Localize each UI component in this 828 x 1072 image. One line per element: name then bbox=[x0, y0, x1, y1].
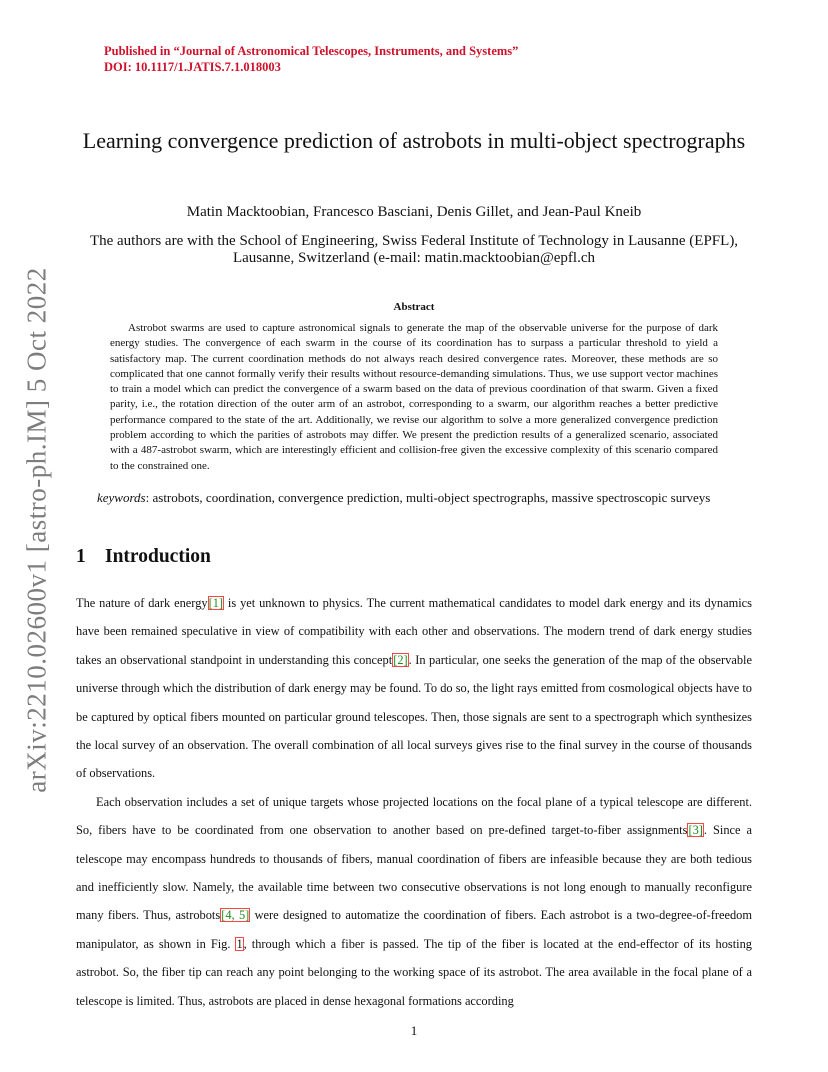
page-number: 1 bbox=[410, 1023, 418, 1038]
section-title: Introduction bbox=[105, 546, 211, 567]
text-span: . In particular, one seeks the generation of the map of the observable universe through which the distribution of dark energy may be found. To do so, the light rays emitted from cosmological objects have to be captured by optical fibers mounted on particular ground telescopes. Then, those signals are sent to a spectrograph which synthesizes the local survey of an observation. The overall combination of all local surveys gives rise to the final survey in the course of thousands of observations. bbox=[76, 652, 752, 781]
citation-link[interactable]: [1] bbox=[208, 596, 224, 610]
arxiv-stamp: arXiv:2210.02600v1 [astro-ph.IM] 5 Oct 2022 bbox=[21, 267, 52, 793]
keywords-line bbox=[97, 490, 757, 506]
text-span: were designed to automatize the coordination of fibers. Each astrobot is a two-degree-of-freedom manipulator, as shown in Fig. bbox=[76, 908, 752, 951]
paragraph bbox=[76, 589, 752, 788]
publication-notice bbox=[104, 43, 724, 75]
doi-line: DOI: 10.1117/1.JATIS.7.1.018003 bbox=[104, 60, 281, 74]
paper-title: Learning convergence prediction of astrobots in multi-object spectrographs bbox=[82, 128, 746, 153]
abstract-text: Astrobot swarms are used to capture astronomical signals to generate the map of the observable universe for the purpose of dark energy studies. The convergence of each swarm in the course of its coordination has to surpass a particular threshold to yield a satisfactory map. The current coordination methods do not always reach desired convergence rates. Moreover, these methods are so complicated that one cannot formally verify their results without resource-demanding simulations. Thus, we use support vector machines to train a model which can predict the convergence of a swarm based on the data of previous coordination of that swarm. Given a fixed parity, i.e., the rotation direction of the outer arm of an astrobot, corresponding to a swarm, our algorithm reaches a better predictive performance compared to the state of the art. Additionally, we revise our algorithm to solve a more generalized convergence prediction problem according to which the parities of astrobots may differ. We present the prediction results of a generalized scenario, associated with a 487-astrobot swarm, which are interestingly efficient and collision-free given the excessive complexity of this scenario compared to the constrained one. bbox=[110, 322, 718, 472]
text-span: Each observation includes a set of unique targets whose projected locations on the focal plane of a typical telescope are different. So, fibers have to be coordinated from one observation to another based on pre-defined target-to-fiber assignments bbox=[76, 794, 752, 838]
author-list: Matin Macktoobian, Francesco Basciani, Denis Gillet, and Jean-Paul Kneib bbox=[186, 204, 642, 220]
text-span: The nature of dark energy bbox=[76, 596, 208, 610]
text-span: , through which a fiber is passed. The tip of the fiber is located at the end-effector of its hosting astrobot. So, the fiber tip can reach any point belonging to the working space of its astrobot. The area available in the focal plane of a telescope is limited. Thus, astrobots are placed in dense hexagonal formations according bbox=[76, 936, 752, 1008]
section-heading bbox=[76, 546, 211, 568]
text-span: is yet unknown to physics. The current mathematical candidates to model dark energy and its dynamics have been remained speculative in view of compatibility with each other and observations. The modern trend of dark energy studies takes an observational standpoint in understanding this concept bbox=[76, 596, 752, 667]
keywords-label: keywords bbox=[97, 490, 146, 505]
citation-link[interactable]: [3] bbox=[688, 823, 703, 838]
text-span: . Since a telescope may encompass hundreds to thousands of fibers, manual coordination of fibers are infeasible because they are both tedious and inefficiently slow. Namely, the available time between two consecutive observations is not long enough to manually reconfigure many fibers. Thus, astrobots bbox=[76, 823, 752, 923]
citation-link[interactable]: [4, 5] bbox=[221, 908, 250, 923]
citation-link[interactable]: [2] bbox=[393, 652, 408, 667]
paragraph bbox=[76, 788, 752, 1015]
keywords-text: : astrobots, coordination, convergence prediction, multi-object spectrographs, massive spectroscopic surveys bbox=[145, 490, 711, 505]
abstract-heading: Abstract bbox=[393, 301, 435, 313]
figure-link[interactable]: 1 bbox=[236, 936, 243, 951]
section-number: 1 bbox=[76, 546, 86, 567]
affiliation: The authors are with the School of Engineering, Swiss Federal Institute of Technology in Lausanne (EPFL), Lausanne, Switzerland (e-mail: matin.macktoobian@epfl.ch bbox=[89, 233, 739, 266]
body-text bbox=[76, 589, 752, 1015]
journal-line: Published in “Journal of Astronomical Telescopes, Instruments, and Systems” bbox=[104, 44, 519, 58]
